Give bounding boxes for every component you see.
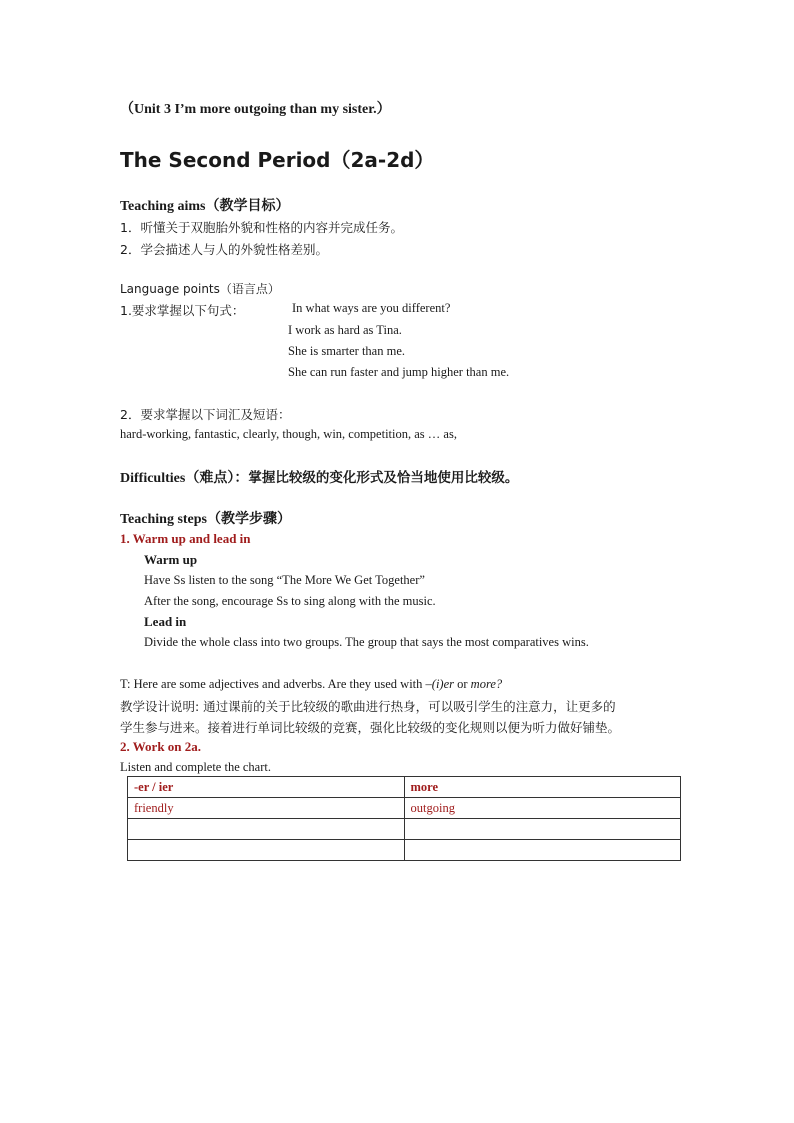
- step1-title: 1. Warm up and lead in: [120, 531, 251, 546]
- vocab-list: hard-working, fantastic, clearly, though, win, competition, as … as,: [120, 427, 457, 441]
- sentence-1: In what ways are you different?: [292, 301, 451, 315]
- vocab-intro: 2．要求掌握以下词汇及短语：: [120, 407, 291, 422]
- chart-header-row: [128, 777, 681, 798]
- chart-cell[interactable]: outgoing: [404, 798, 681, 819]
- step2-instruction: Listen and complete the chart.: [120, 760, 271, 774]
- step2-title: 2. Work on 2a.: [120, 739, 202, 754]
- difficulties-line: [120, 466, 518, 487]
- chart-cell[interactable]: [404, 819, 681, 840]
- warm-up-label: Warm up: [144, 552, 198, 567]
- table-row: [128, 819, 681, 840]
- chart-cell[interactable]: [128, 840, 405, 861]
- sentence-4: She can run faster and jump higher than me.: [288, 365, 510, 379]
- chart-header-er: -er / ier: [128, 777, 405, 798]
- unit-title: （Unit 3 I’m more outgoing than my sister.）: [120, 102, 391, 117]
- warm-up-line-2: After the song, encourage Ss to sing along with the music.: [144, 594, 436, 608]
- table-row: [128, 840, 681, 861]
- lead-in-label: Lead in: [144, 614, 187, 629]
- chart-cell[interactable]: [404, 840, 681, 861]
- sentence-intro: 1.要求掌握以下句式：: [120, 303, 245, 318]
- aim-item-1: 1．听懂关于双胞胎外貌和性格的内容并完成任务。: [120, 220, 403, 235]
- chart-header-more: more: [404, 777, 681, 798]
- comparatives-chart: [127, 776, 681, 861]
- design-note-line-1: 教学设计说明: 通过课前的关于比较级的歌曲进行热身，可以吸引学生的注意力，让更多的: [120, 699, 616, 714]
- lead-in-line: Divide the whole class into two groups. The group that says the most comparatives wins.: [144, 635, 589, 649]
- design-note-line-2: 学生参与进来。接着进行单词比较级的竞赛，强化比较级的变化规则以便为听力做好铺垫。: [120, 720, 621, 735]
- teacher-line: [120, 677, 502, 692]
- difficulties-text: 掌握比较级的变化形式及恰当地使用比较级。: [248, 470, 519, 486]
- period-title: The Second Period（2a-2d）: [120, 148, 435, 172]
- teacher-line-prefix: T: Here are some adjectives and adverbs. Are they used with: [120, 677, 426, 691]
- teacher-line-more: more?: [470, 677, 503, 691]
- chart-cell[interactable]: friendly: [128, 798, 405, 819]
- difficulties-label: Difficulties（难点）：: [120, 471, 249, 486]
- teacher-line-or: or: [454, 677, 471, 691]
- language-points-heading: Language points（语言点）: [120, 282, 280, 296]
- warm-up-line-1: Have Ss listen to the song “The More We Get Together”: [144, 573, 425, 587]
- table-row: [128, 798, 681, 819]
- sentence-3: She is smarter than me.: [288, 344, 405, 358]
- aim-item-2: 2．学会描述人与人的外貌性格差别。: [120, 242, 328, 257]
- teaching-steps-heading: Teaching steps（教学步骤）: [120, 512, 292, 527]
- chart-cell[interactable]: [128, 819, 405, 840]
- sentence-2: I work as hard as Tina.: [288, 323, 402, 337]
- teaching-aims-heading: Teaching aims（教学目标）: [120, 199, 290, 214]
- teacher-line-ier: –(i)er: [425, 677, 454, 691]
